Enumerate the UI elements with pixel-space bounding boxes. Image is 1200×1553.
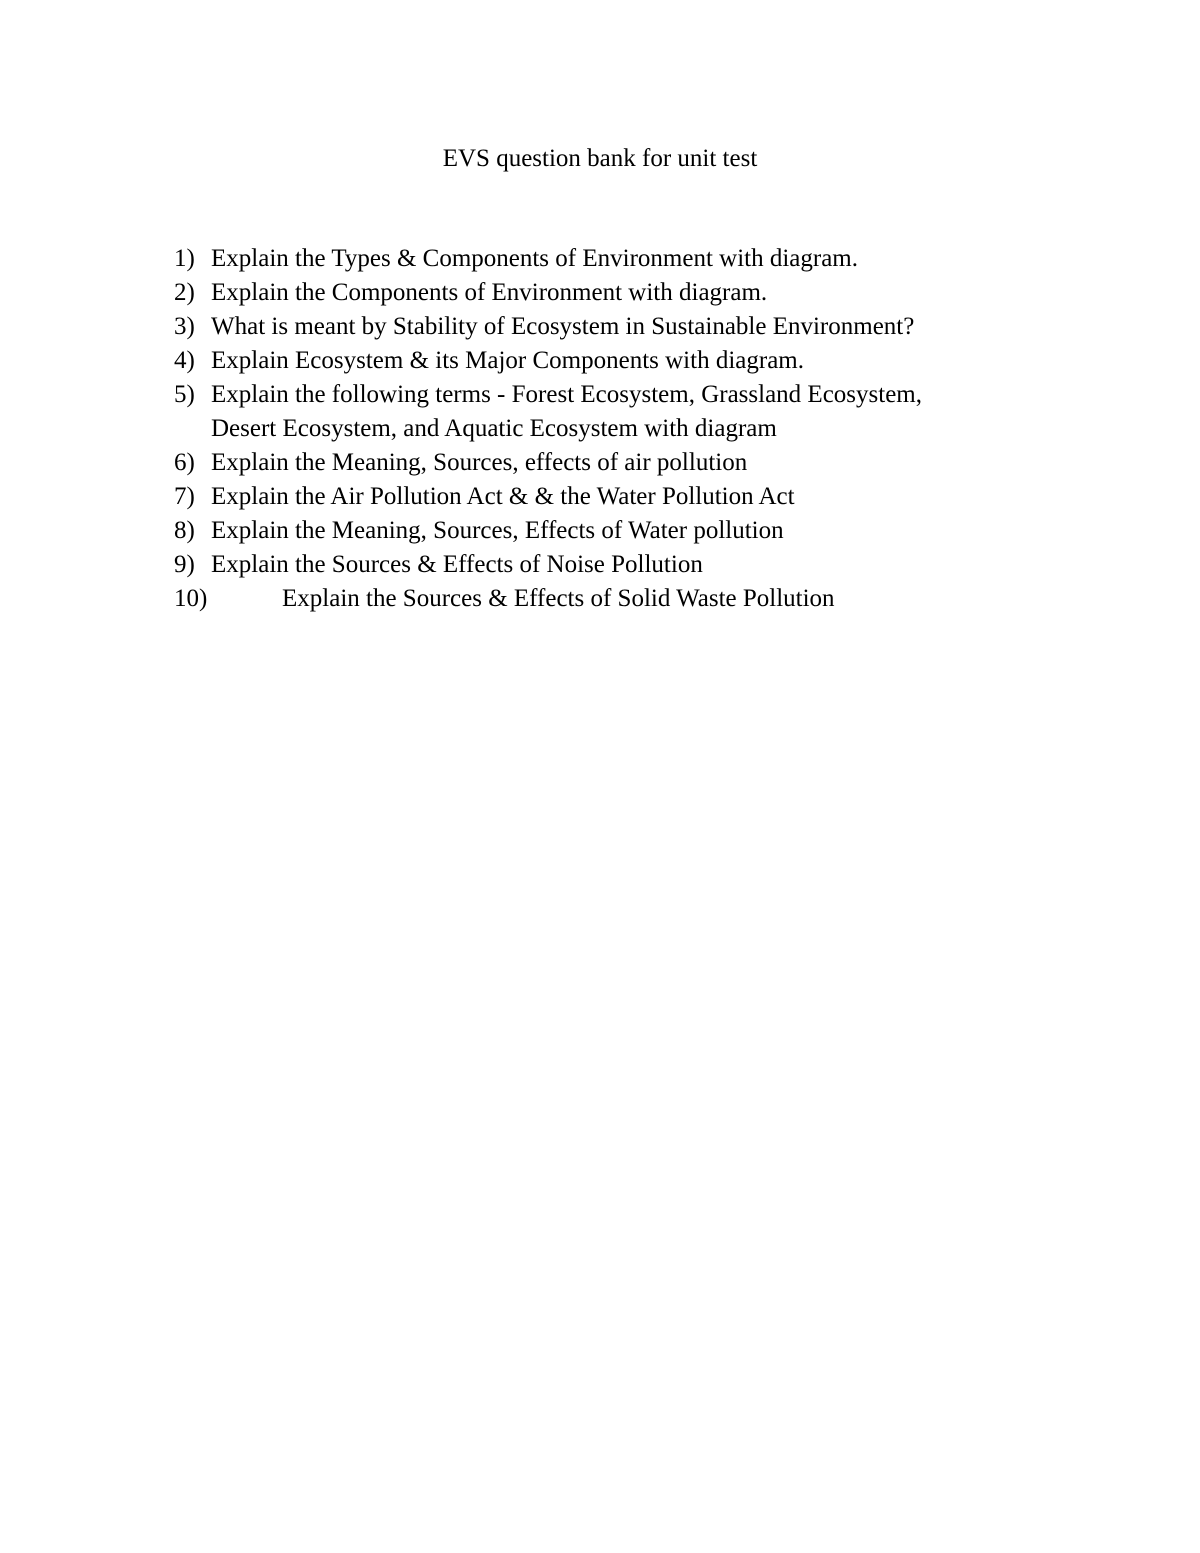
question-text — [211, 378, 922, 446]
question-number: 2) — [174, 279, 195, 306]
question-item-4 — [174, 344, 1074, 378]
question-item-5 — [174, 378, 1074, 446]
question-text — [211, 480, 795, 514]
question-number: 9) — [174, 551, 195, 578]
question-text — [211, 446, 747, 480]
question-text — [211, 310, 914, 344]
question-line: Explain the Air Pollution Act & & the Water Pollution Act — [211, 483, 795, 510]
question-number: 8) — [174, 517, 195, 544]
question-item-7 — [174, 480, 1074, 514]
question-line: What is meant by Stability of Ecosystem in Sustainable Environment? — [211, 313, 915, 340]
question-line: Desert Ecosystem, and Aquatic Ecosystem with diagram — [211, 415, 777, 442]
question-text — [211, 242, 858, 276]
question-number: 4) — [174, 347, 195, 374]
question-text — [211, 276, 767, 310]
question-line: Explain Ecosystem & its Major Components with diagram. — [211, 347, 804, 374]
question-number: 5) — [174, 381, 195, 408]
question-item-2 — [174, 276, 1074, 310]
question-line: Explain the following terms - Forest Ecosystem, Grassland Ecosystem, — [211, 381, 922, 408]
question-item-1 — [174, 242, 1074, 276]
question-item-8 — [174, 514, 1074, 548]
question-item-3 — [174, 310, 1074, 344]
question-number: 7) — [174, 483, 195, 510]
question-text — [211, 548, 703, 582]
question-item-6 — [174, 446, 1074, 480]
question-line: Explain the Sources & Effects of Noise Pollution — [211, 551, 703, 578]
question-line: Explain the Meaning, Sources, effects of air pollution — [211, 449, 748, 476]
question-line: Explain the Types & Components of Environment with diagram. — [211, 245, 858, 272]
document-title: EVS question bank for unit test — [442, 145, 758, 172]
question-number: 10) — [174, 585, 208, 612]
question-item-9 — [174, 548, 1074, 582]
question-line: Explain the Meaning, Sources, Effects of Water pollution — [211, 517, 784, 544]
question-item-10 — [174, 582, 1074, 616]
question-text — [211, 514, 784, 548]
question-line: Explain the Sources & Effects of Solid Waste Pollution — [282, 585, 835, 612]
question-text — [211, 344, 804, 378]
question-number: 3) — [174, 313, 195, 340]
question-text — [282, 582, 835, 616]
question-number: 6) — [174, 449, 195, 476]
question-number: 1) — [174, 245, 195, 272]
question-list — [174, 242, 1074, 616]
question-line: Explain the Components of Environment with diagram. — [211, 279, 768, 306]
